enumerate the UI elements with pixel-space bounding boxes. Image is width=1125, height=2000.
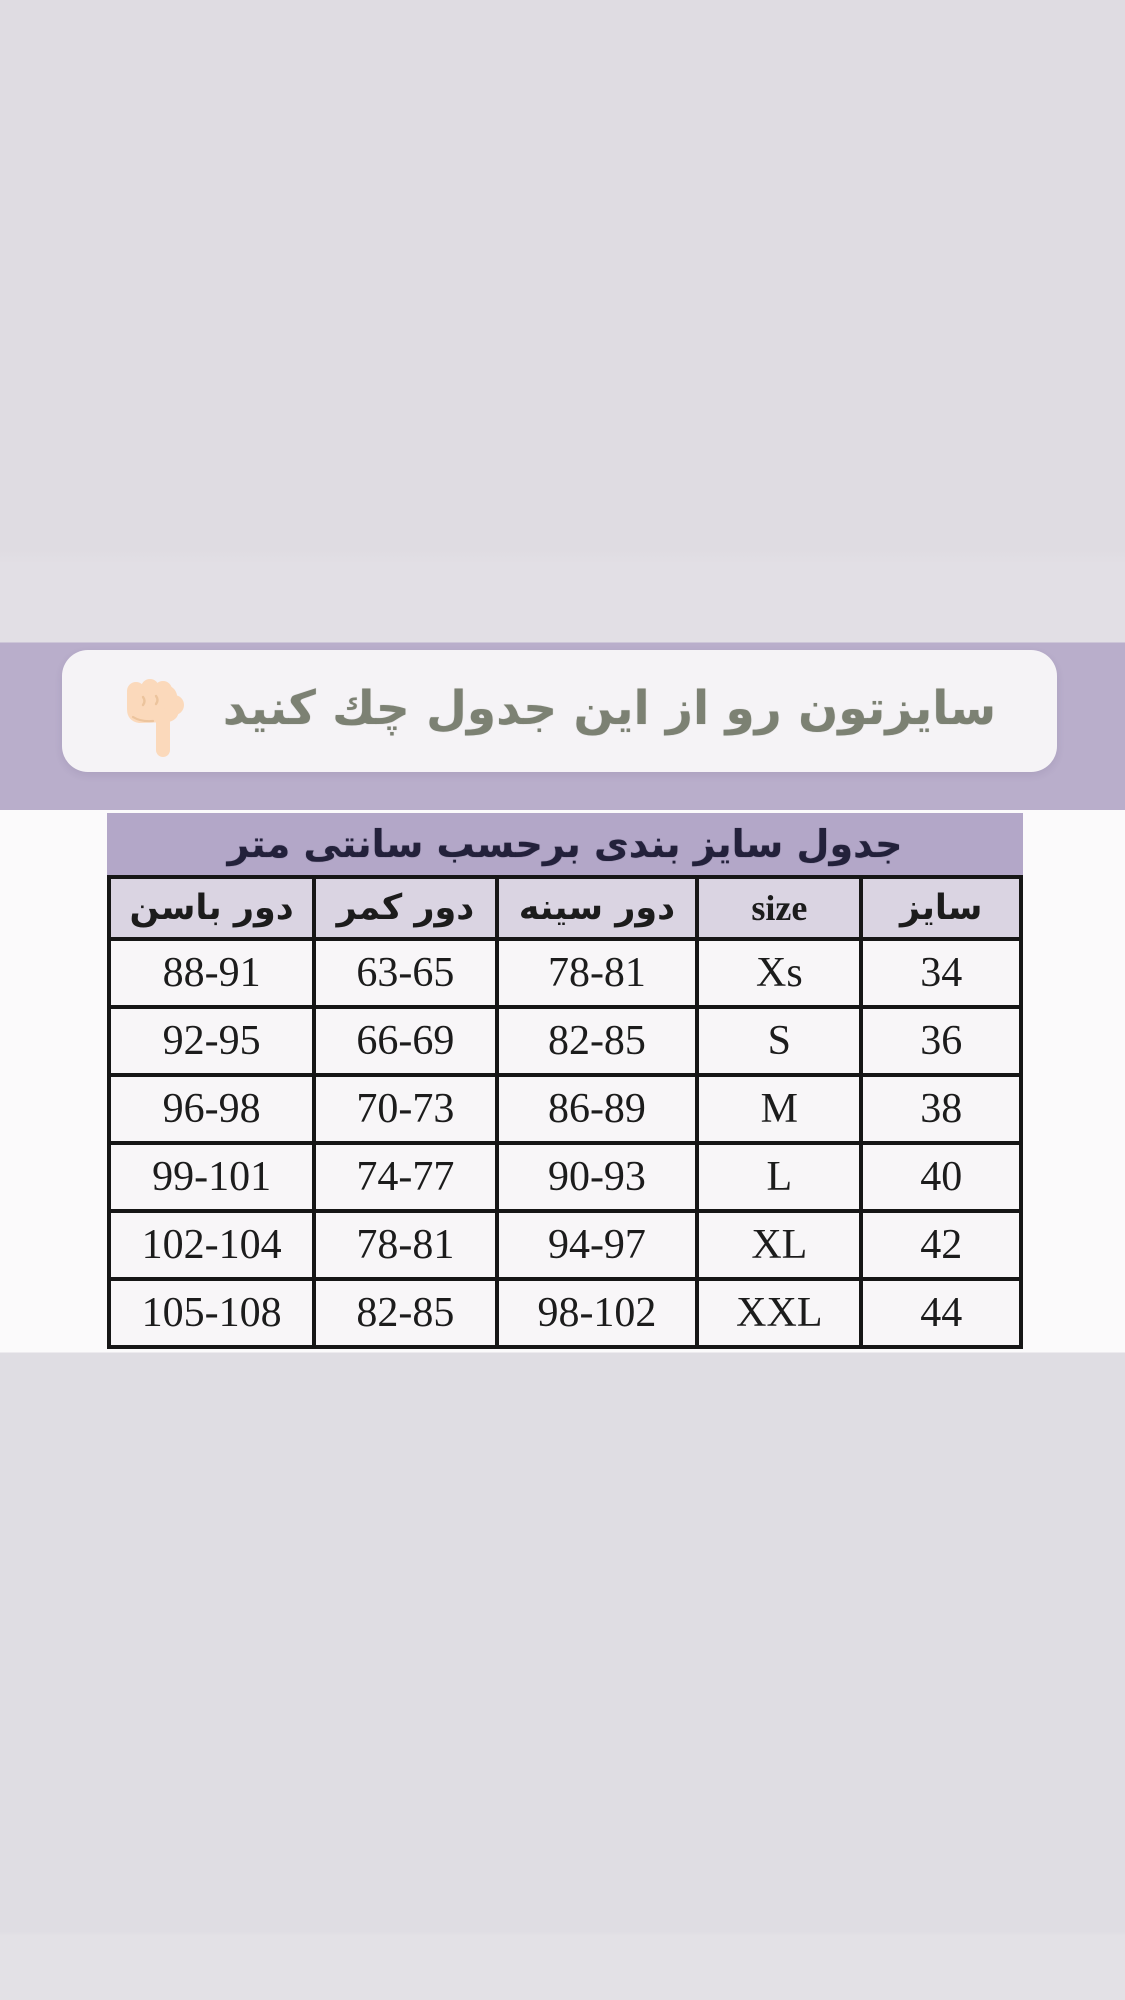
- cell-size-fa: 38: [861, 1075, 1021, 1143]
- cell-waist: 82-85: [314, 1279, 496, 1347]
- table-row: [109, 1075, 1021, 1143]
- cell-hip: 102-104: [109, 1211, 314, 1279]
- cell-waist: 74-77: [314, 1143, 496, 1211]
- col-header-size-fa: سایز: [861, 877, 1021, 939]
- cell-size-en: Xs: [697, 939, 861, 1007]
- table-row: [109, 1279, 1021, 1347]
- cell-waist: 66-69: [314, 1007, 496, 1075]
- cell-size-fa: 34: [861, 939, 1021, 1007]
- col-header-chest: دور سینه: [497, 877, 698, 939]
- cell-hip: 96-98: [109, 1075, 314, 1143]
- table-row: [109, 1211, 1021, 1279]
- cell-size-fa: 36: [861, 1007, 1021, 1075]
- cell-size-en: XL: [697, 1211, 861, 1279]
- table-row: [109, 1143, 1021, 1211]
- cell-waist: 63-65: [314, 939, 496, 1007]
- cell-hip: 92-95: [109, 1007, 314, 1075]
- cell-hip: 99-101: [109, 1143, 314, 1211]
- cell-waist: 78-81: [314, 1211, 496, 1279]
- cell-waist: 70-73: [314, 1075, 496, 1143]
- col-header-size-en: size: [697, 877, 861, 939]
- size-table: [107, 875, 1023, 1349]
- cell-chest: 82-85: [497, 1007, 698, 1075]
- caption-banner: [62, 650, 1057, 772]
- table-row: [109, 939, 1021, 1007]
- table-title: جدول سایز بندی برحسب سانتی متر: [107, 813, 1023, 875]
- cell-size-fa: 42: [861, 1211, 1021, 1279]
- header-row: [109, 877, 1021, 939]
- caption-text: سایزتون رو از این جدول چك كنید: [222, 680, 997, 736]
- cell-chest: 90-93: [497, 1143, 698, 1211]
- cell-size-en: M: [697, 1075, 861, 1143]
- cell-hip: 105-108: [109, 1279, 314, 1347]
- cell-chest: 86-89: [497, 1075, 698, 1143]
- cell-size-fa: 44: [861, 1279, 1021, 1347]
- size-table-wrap: [107, 813, 1023, 1349]
- cell-hip: 88-91: [109, 939, 314, 1007]
- cell-size-en: S: [697, 1007, 861, 1075]
- pointing-down-icon: [123, 679, 185, 763]
- col-header-waist: دور کمر: [314, 877, 496, 939]
- cell-size-en: XXL: [697, 1279, 861, 1347]
- col-header-hip: دور باسن: [109, 877, 314, 939]
- size-chart-scan: [0, 810, 1125, 1351]
- cell-chest: 98-102: [497, 1279, 698, 1347]
- cell-chest: 94-97: [497, 1211, 698, 1279]
- table-row: [109, 1007, 1021, 1075]
- cell-chest: 78-81: [497, 939, 698, 1007]
- cell-size-fa: 40: [861, 1143, 1021, 1211]
- cell-size-en: L: [697, 1143, 861, 1211]
